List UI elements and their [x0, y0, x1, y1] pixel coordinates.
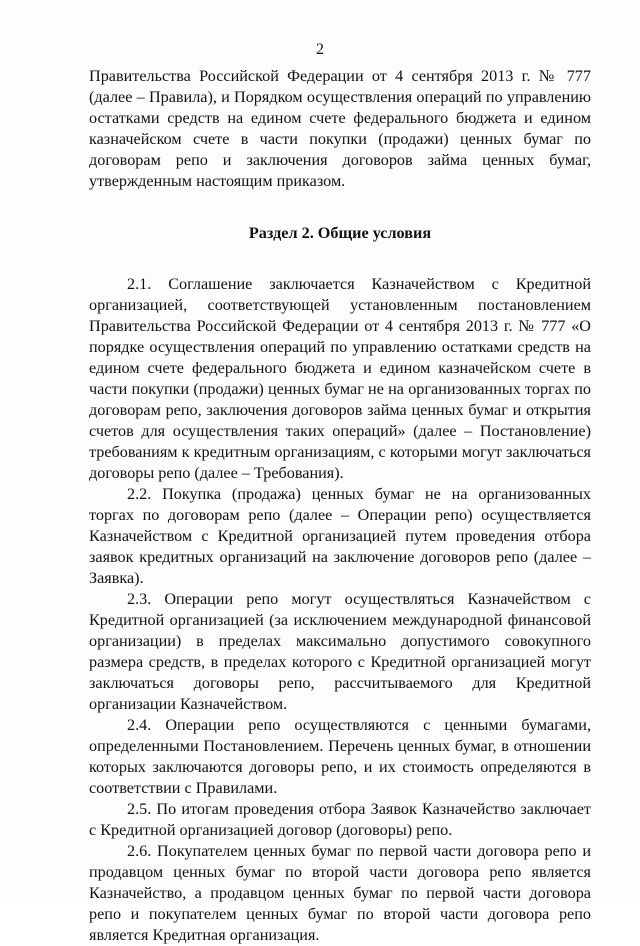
clause-2-6: 2.6. Покупателем ценных бумаг по первой части договора репо и продавцом ценных бумаг по второй части договора репо является Казначейство, а продавцом ценных бумаг по первой части договора репо и покупателем ценных бумаг по второй части договора репо является Кредитная организация.	[89, 842, 591, 944]
document-body	[89, 66, 591, 946]
clause-2-1: 2.1. Соглашение заключается Казначейством с Кредитной организацией, соответствующей установленным постановлением Правительства Российской Федерации от 4 сентября 2013 г. № 777 «О порядке осуществления операций по управлению остатками средств на едином счете федерального бюджета и едином казначейском счете в части покупки (продажи) ценных бумаг не на организованных торгах по договорам репо, заключения договоров займа ценных бумаг и открытия счетов для осуществления таких операций» (далее – Постановление) требованиям к кредитным организациям, с которыми могут заключаться договоры репо (далее – Требования).	[89, 275, 591, 482]
clause-2-2: 2.2. Покупка (продажа) ценных бумаг не на организованных торгах по договорам репо (далее – Операции репо) осуществляется Казначейством с Кредитной организацией путем проведения отбора заявок кредитных организаций на заключение договоров репо (далее – Заявка).	[89, 485, 591, 587]
section-heading: Раздел 2. Общие условия	[248, 224, 432, 242]
intro-paragraph: Правительства Российской Федерации от 4 сентября 2013 г. № 777 (далее – Правила), и Порядком осуществления операций по управлению остатками средств на едином счете федерального бюджета и едином казначейском счете в части покупки (продажи) ценных бумаг по договорам репо и заключения договоров займа ценных бумаг, утвержденным настоящим приказом.	[89, 67, 591, 190]
clause-2-4: 2.4. Операции репо осуществляются с ценными бумагами, определенными Постановлением. Перечень ценных бумаг, в отношении которых заключаются договоры репо, и их стоимость определяются в соответствии с Правилами.	[89, 716, 591, 797]
clause-2-5: 2.5. По итогам проведения отбора Заявок Казначейство заключает с Кредитной организацией договор (договоры) репо.	[89, 800, 591, 839]
clause-2-3: 2.3. Операции репо могут осуществляться Казначейством с Кредитной организацией (за исключением международной финансовой организации) в пределах максимально допустимого совокупного размера средств, в пределах которого с Кредитной организацией могут заключаться договоры репо, рассчитываемого для Кредитной организации Казначейством.	[89, 590, 591, 713]
page-number: 2	[316, 41, 324, 58]
